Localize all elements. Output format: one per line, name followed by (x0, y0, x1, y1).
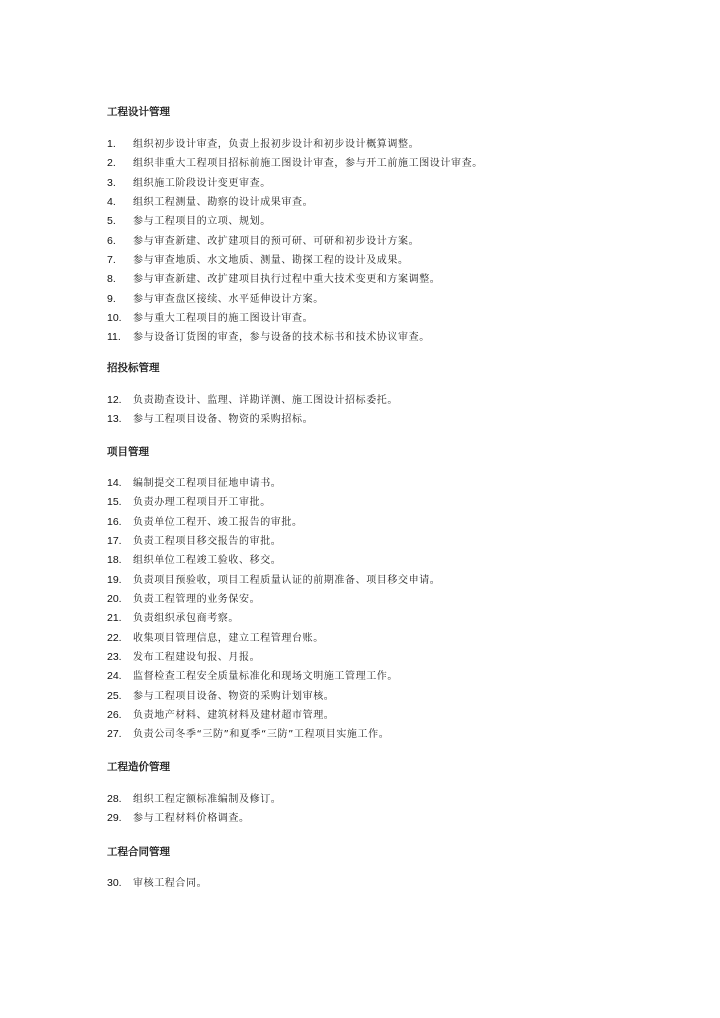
item-text: 负责公司冬季“三防”和夏季“三防”工程项目实施工作。 (133, 729, 390, 741)
section-heading: 项目管理 (107, 446, 149, 458)
list-item (107, 874, 627, 893)
item-number: 8. (107, 273, 116, 286)
list-item (107, 154, 627, 173)
section-bidding-list (107, 391, 627, 430)
section-contract-management (107, 845, 627, 859)
item-text: 监督检查工程安全质量标准化和现场文明施工管理工作。 (133, 671, 398, 683)
numbered-list (107, 135, 627, 348)
item-text: 参与工程项目设备、物资的采购计划审核。 (133, 690, 335, 702)
item-number: 16. (107, 515, 122, 528)
list-item (107, 725, 627, 744)
item-text: 收集项目管理信息，建立工程管理台账。 (133, 632, 324, 644)
list-item (107, 706, 627, 725)
item-number: 13. (107, 413, 122, 426)
item-text: 参与审查新建、改扩建项目执行过程中重大技术变更和方案调整。 (133, 274, 441, 286)
item-number: 22. (107, 631, 122, 644)
numbered-list (107, 874, 627, 893)
item-text: 负责工程项目移交报告的审批。 (133, 536, 282, 548)
item-text: 参与工程项目设备、物资的采购招标。 (133, 414, 314, 426)
list-item (107, 629, 627, 648)
section-heading: 工程造价管理 (107, 761, 170, 773)
section-project-management-list (107, 474, 627, 745)
item-number: 24. (107, 670, 122, 683)
item-text: 组织非重大工程项目招标前施工图设计审查，参与开工前施工图设计审查。 (133, 158, 483, 170)
item-number: 12. (107, 394, 122, 406)
item-number: 6. (107, 234, 116, 247)
item-number: 29. (107, 812, 122, 825)
list-item (107, 474, 627, 493)
item-text: 组织施工阶段设计变更审查。 (133, 177, 271, 189)
item-text: 参与重大工程项目的施工图设计审查。 (133, 313, 314, 325)
list-item (107, 270, 627, 289)
list-item (107, 328, 627, 347)
item-text: 组织工程定额标准编制及修订。 (133, 794, 282, 805)
section-heading: 招投标管理 (107, 362, 160, 374)
list-item (107, 667, 627, 686)
list-item (107, 532, 627, 551)
item-text: 审核工程合同。 (133, 878, 208, 889)
section-project-management (107, 445, 627, 459)
item-number: 11. (107, 331, 121, 344)
numbered-list (107, 790, 627, 829)
list-item (107, 513, 627, 532)
item-text: 参与审查地质、水文地质、测量、勘探工程的设计及成果。 (133, 255, 409, 267)
section-cost-management (107, 760, 627, 774)
item-text: 参与审查盘区接续、水平延伸设计方案。 (133, 293, 324, 305)
item-text: 负责组织承包商考察。 (133, 613, 239, 625)
list-item (107, 571, 627, 590)
item-number: 30. (107, 877, 122, 889)
item-text: 参与工程项目的立项、规划。 (133, 216, 271, 228)
item-text: 编制提交工程项目征地申请书。 (133, 478, 282, 489)
item-number: 23. (107, 651, 122, 664)
item-number: 10. (107, 312, 122, 325)
item-text: 参与工程材料价格调查。 (133, 813, 250, 825)
item-text: 负责地产材料、建筑材料及建材超市管理。 (133, 710, 335, 722)
list-item (107, 687, 627, 706)
item-number: 3. (107, 176, 116, 189)
item-text: 组织工程测量、勘察的设计成果审查。 (133, 197, 314, 209)
numbered-list (107, 474, 627, 745)
list-item (107, 290, 627, 309)
item-number: 19. (107, 573, 122, 586)
section-contract-management-list (107, 874, 627, 893)
item-number: 28. (107, 793, 122, 805)
list-item (107, 410, 627, 429)
section-engineering-design-list (107, 135, 627, 348)
item-text: 负责工程管理的业务保安。 (133, 594, 261, 606)
list-item (107, 232, 627, 251)
list-item (107, 174, 627, 193)
list-item (107, 551, 627, 570)
list-item (107, 135, 627, 154)
item-number: 18. (107, 554, 122, 567)
list-item (107, 493, 627, 512)
list-item (107, 609, 627, 628)
section-heading: 工程合同管理 (107, 846, 170, 858)
item-number: 14. (107, 477, 122, 489)
list-item (107, 391, 627, 410)
list-item (107, 309, 627, 328)
section-heading: 工程设计管理 (107, 106, 170, 118)
item-number: 27. (107, 728, 122, 741)
item-number: 4. (107, 196, 116, 209)
item-number: 17. (107, 535, 122, 548)
item-number: 20. (107, 593, 122, 606)
numbered-list (107, 391, 627, 430)
item-number: 2. (107, 157, 116, 170)
item-number: 9. (107, 292, 116, 305)
item-number: 15. (107, 496, 122, 509)
list-item (107, 212, 627, 231)
item-number: 21. (107, 612, 122, 625)
list-item (107, 590, 627, 609)
list-item (107, 251, 627, 270)
item-text: 组织初步设计审查，负责上报初步设计和初步设计概算调整。 (133, 139, 420, 150)
list-item (107, 809, 627, 828)
item-text: 负责单位工程开、竣工报告的审批。 (133, 516, 303, 528)
item-number: 25. (107, 689, 122, 702)
item-text: 组织单位工程竣工验收、移交。 (133, 555, 282, 567)
item-text: 负责勘查设计、监理、详勘详测、施工图设计招标委托。 (133, 395, 398, 406)
section-bidding (107, 361, 627, 375)
section-cost-management-list (107, 790, 627, 829)
section-engineering-design (107, 105, 627, 119)
item-number: 7. (107, 254, 116, 267)
item-text: 发布工程建设旬报、月报。 (133, 652, 261, 664)
item-number: 26. (107, 709, 122, 722)
list-item (107, 193, 627, 212)
item-text: 负责项目预验收，项目工程质量认证的前期准备、项目移交申请。 (133, 574, 441, 586)
item-number: 1. (107, 138, 116, 150)
list-item (107, 790, 627, 809)
item-text: 负责办理工程项目开工审批。 (133, 497, 271, 509)
item-text: 参与设备订货图的审查，参与设备的技术标书和技术协议审查。 (133, 332, 430, 344)
item-text: 参与审查新建、改扩建项目的预可研、可研和初步设计方案。 (133, 235, 420, 247)
item-number: 5. (107, 215, 116, 228)
list-item (107, 648, 627, 667)
